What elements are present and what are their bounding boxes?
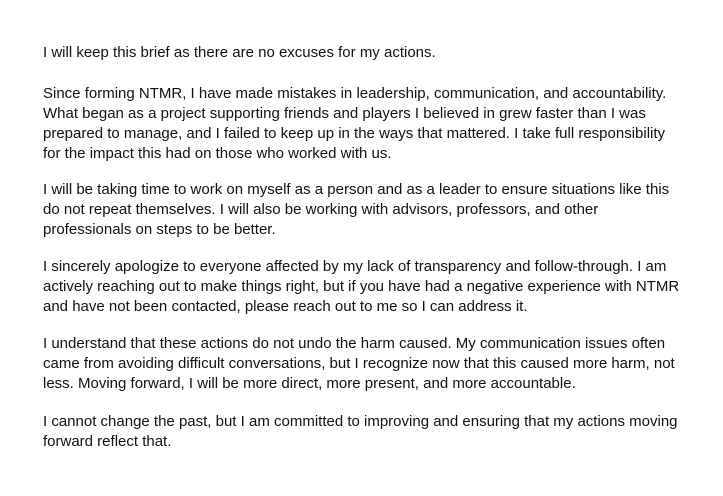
text-line: came from avoiding difficult conversations, but I recognize now that this caused more harm, not bbox=[43, 355, 675, 372]
text-line: I understand that these actions do not undo the harm caused. My communication issues often bbox=[43, 335, 666, 352]
paragraph-mistakes bbox=[43, 84, 666, 164]
paragraph-opening bbox=[43, 43, 436, 63]
text-line: less. Moving forward, I will be more direct, more present, and more accountable. bbox=[43, 375, 576, 392]
text-line: forward reflect that. bbox=[43, 433, 172, 450]
text-line: do not repeat themselves. I will also be working with advisors, professors, and other bbox=[43, 201, 599, 218]
text-line: I will keep this brief as there are no excuses for my actions. bbox=[43, 44, 436, 61]
text-line: for the impact this had on those who worked with us. bbox=[43, 145, 392, 162]
text-line: I sincerely apologize to everyone affected by my lack of transparency and follow-through. I am bbox=[43, 258, 667, 275]
paragraph-self-improvement bbox=[43, 180, 669, 240]
text-line: professionals on steps to be better. bbox=[43, 221, 276, 238]
paragraph-acknowledgement bbox=[43, 334, 675, 394]
text-line: and have not been contacted, please reach out to me so I can address it. bbox=[43, 298, 528, 315]
paragraph-apology bbox=[43, 257, 679, 317]
text-line: I will be taking time to work on myself as a person and as a leader to ensure situations like this bbox=[43, 181, 670, 198]
paragraph-closing bbox=[43, 412, 678, 452]
text-line: Since forming NTMR, I have made mistakes in leadership, communication, and accountability. bbox=[43, 85, 667, 102]
text-line: actively reaching out to make things right, but if you have had a negative experience with NTMR bbox=[43, 278, 680, 295]
text-line: I cannot change the past, but I am committed to improving and ensuring that my actions moving bbox=[43, 413, 678, 430]
text-line: prepared to manage, and I failed to keep up in the ways that mattered. I take full responsibility bbox=[43, 125, 666, 142]
text-line: What began as a project supporting friends and players I believed in grew faster than I was bbox=[43, 105, 646, 122]
